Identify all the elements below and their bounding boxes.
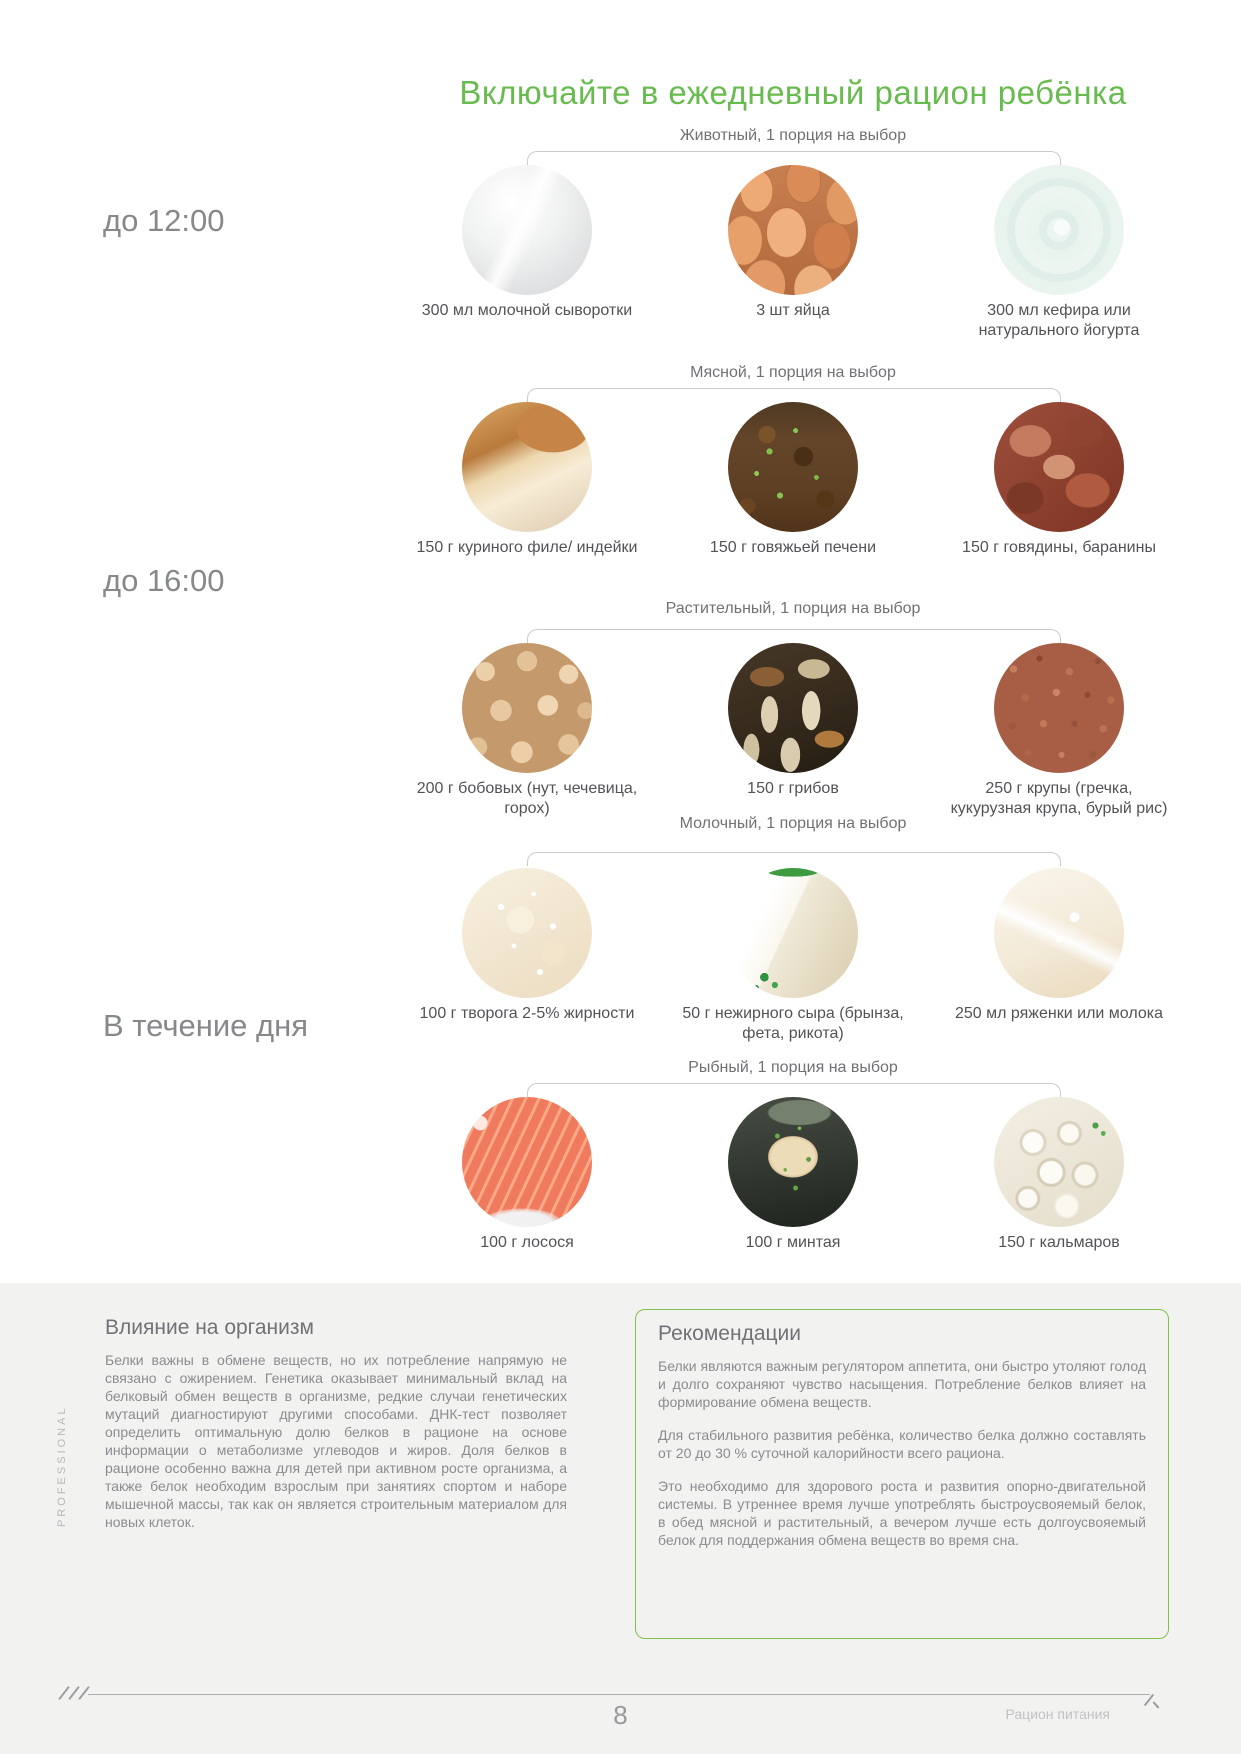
- beef-photo: [994, 402, 1124, 532]
- bracket-line: [527, 1083, 1061, 1097]
- food-label: 300 мл кефира или натурального йогурта: [978, 302, 1140, 339]
- footer-divider-line: [88, 1694, 1150, 1695]
- section-header-dairy: Молочный, 1 порция на выбор: [679, 815, 907, 832]
- food-label: 200 г бобовых (нут, чечевица, горох): [416, 780, 638, 817]
- time-label-before-12: до 12:00: [103, 203, 225, 238]
- section-header-meat: Мясной, 1 порция на выбор: [690, 364, 896, 381]
- page-title: Включайте в ежедневный рацион ребёнка: [459, 74, 1127, 111]
- bracket-line: [527, 629, 1061, 643]
- food-label: 100 г минтая: [745, 1234, 841, 1251]
- buckwheat-photo: [994, 643, 1124, 773]
- recommendations-paragraph: Для стабильного развития ребёнка, количество белка должно составлять от 20 до 30 % суточной калорийности всего рациона.: [658, 1427, 1146, 1461]
- time-label-before-16: до 16:00: [103, 563, 225, 598]
- liver-photo: [728, 402, 858, 532]
- section-header-plant: Растительный, 1 порция на выбор: [665, 600, 921, 617]
- food-label: 150 г грибов: [747, 780, 839, 797]
- food-label: 3 шт яйца: [756, 302, 830, 319]
- food-label: 150 г говяжьей печени: [709, 539, 877, 556]
- info-body-text: Белки важны в обмене веществ, но их потребление напрямую не связано с ожирением. Генетика оказывает минимальный вклад на белковый обмен веществ в организме, редкие случаи генетических мутаций диагностируют другими способами. ДНК-тест позволяет определить оптимальную долю белков в рационе на основе информации о метаболизме углеводов и жиров. Доля белков в рационе особенно важна для детей при активном росте организма, а также белок необходим взрослым при занятиях спортом и наборе мышечной массы, так как он является строительным материалом для новых клеток.: [105, 1352, 567, 1530]
- recommendations-heading: Рекомендации: [658, 1322, 802, 1345]
- pollock-photo: [728, 1097, 858, 1227]
- food-label: 250 г крупы (гречка, кукурузная крупа, бурый рис): [950, 780, 1168, 817]
- bracket-line: [527, 151, 1061, 165]
- food-label: 150 г говядины, баранины: [962, 539, 1156, 556]
- food-label: 50 г нежирного сыра (брынза, фета, рикота): [682, 1005, 904, 1042]
- time-label-during-day: В течение дня: [103, 1008, 309, 1043]
- mushrooms-photo: [728, 643, 858, 773]
- side-vertical-label: PROFESSIONAL: [56, 1405, 68, 1527]
- ryazhenka-photo: [994, 868, 1124, 998]
- info-heading: Влияние на организм: [105, 1316, 314, 1339]
- recommendations-paragraph: Белки являются важным регулятором аппетита, они быстро утоляют голод и долго сохраняют чувство насыщения. Потребление белков влияет на формирование обмена веществ.: [658, 1358, 1146, 1410]
- recommendations-text: [658, 1357, 1146, 1564]
- food-label: 100 г лосося: [480, 1234, 574, 1251]
- bracket-line: [527, 852, 1061, 866]
- recommendations-paragraph: Это необходимо для здорового роста и развития опорно-двигательной системы. В утреннее время лучше употреблять быстроусвояемый белок, в обед мясной и растительный, а вечером лучше есть долгоусвояемый белок для поддержания обмена веществ во время сна.: [658, 1478, 1146, 1548]
- food-label: 300 мл молочной сыворотки: [421, 302, 633, 319]
- food-label: 250 мл ряженки или молока: [955, 1005, 1163, 1022]
- page-number: 8: [613, 1700, 628, 1730]
- food-label: 150 г кальмаров: [998, 1234, 1120, 1251]
- chicken-photo: [462, 402, 592, 532]
- bracket-line: [527, 388, 1061, 402]
- eggs-photo: [728, 165, 858, 295]
- salmon-photo: [462, 1097, 592, 1227]
- whey-photo: [462, 165, 592, 295]
- cheese-photo: [728, 868, 858, 998]
- section-header-fish: Рыбный, 1 порция на выбор: [688, 1059, 898, 1076]
- footer-section-label: Рацион питания: [1005, 1706, 1110, 1722]
- section-header-animal: Животный, 1 порция на выбор: [679, 127, 907, 144]
- food-label: 150 г куриного филе/ индейки: [416, 539, 638, 556]
- squid-photo: [994, 1097, 1124, 1227]
- food-label: 100 г творога 2-5% жирности: [419, 1005, 635, 1022]
- kefir-photo: [994, 165, 1124, 295]
- cottage-cheese-photo: [462, 868, 592, 998]
- legumes-photo: [462, 643, 592, 773]
